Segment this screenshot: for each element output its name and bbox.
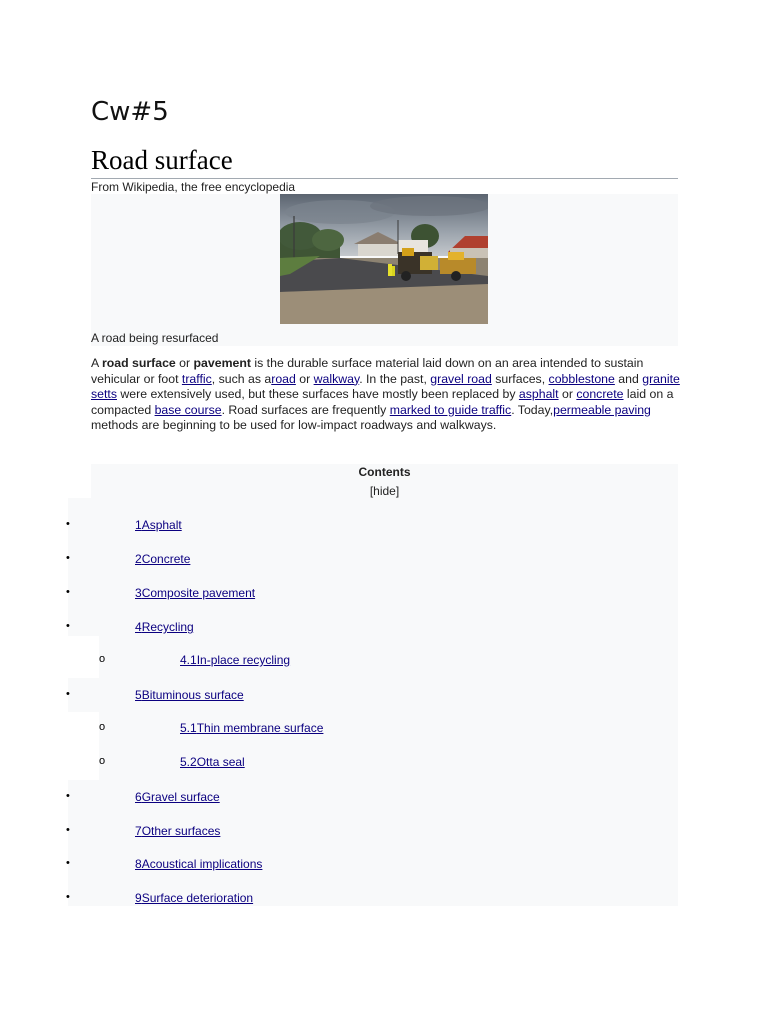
toc-link-asphalt[interactable] [135,518,182,532]
toc-label: Thin membrane surface [196,721,324,735]
document-heading: Cw#5 [91,97,169,127]
intro-text: surfaces, [491,371,549,386]
toc-number: 5.2 [180,755,197,769]
toc-item [0,790,768,810]
link-road[interactable]: road [271,371,296,386]
article-title: Road surface [91,144,678,179]
toc-label: Asphalt [141,518,182,532]
toc-link-otta-seal[interactable] [180,755,245,769]
link-permeable-paving[interactable]: permeable paving [553,402,651,417]
toc-item [0,755,768,775]
toc-link-concrete[interactable] [135,552,190,566]
toc-label: In-place recycling [196,653,291,667]
intro-text: . In the past, [359,371,431,386]
circle-bullet-icon: o [99,721,106,733]
intro-text: or [558,387,577,401]
toc-label: Recycling [141,620,194,634]
bullet-icon: • [66,620,70,632]
intro-text: methods are beginning to be used for low-impact roadways and walkways. [91,418,497,432]
link-granite-setts[interactable]: granite setts [91,371,680,401]
bullet-icon: • [66,790,70,802]
toc-item [0,518,768,538]
intro-text: A [91,356,102,370]
toc-number: 7 [135,824,142,838]
toc-number: 4.1 [180,653,197,667]
toc-link-bituminous-surface[interactable] [135,688,244,702]
toc-title: Contents [358,465,411,479]
toc-label: Composite pavement [141,586,256,600]
toc-number: 2 [135,552,142,566]
toc-item [0,620,768,640]
toc-link-gravel-surface[interactable] [135,790,220,804]
toc-label: Concrete [141,552,191,566]
link-base-course[interactable]: base course [154,402,222,417]
toc-item [0,552,768,572]
bullet-icon: • [66,688,70,700]
toc-number: 5.1 [180,721,197,735]
toc-link-in-place-recycling[interactable] [180,653,290,667]
toc-item [0,586,768,606]
toc-label: Gravel surface [141,790,220,804]
bullet-icon: • [66,824,70,836]
toc-number: 9 [135,891,142,905]
toc-item [0,688,768,708]
link-traffic[interactable]: traffic [181,371,212,386]
toc-link-composite-pavement[interactable] [135,586,255,600]
circle-bullet-icon: o [99,755,106,767]
intro-text: . Road surfaces are frequently [221,402,390,417]
toc-number: 1 [135,518,142,532]
bullet-icon: • [66,857,70,869]
intro-text: or [175,356,194,370]
toc-label: Other surfaces [141,824,221,838]
bullet-icon: • [66,552,70,564]
toc-link-recycling[interactable] [135,620,194,634]
road-resurfacing-photo[interactable] [280,194,488,324]
link-walkway[interactable]: walkway [313,371,360,386]
intro-paragraph [91,356,681,434]
toc-link-acoustical-implications[interactable] [135,857,262,871]
intro-text: . Today, [511,402,554,417]
toc-item [0,891,768,911]
toc-label: Surface deterioration [141,891,254,905]
toc-link-surface-deterioration[interactable] [135,891,253,905]
link-cobblestone[interactable]: cobblestone [548,371,615,386]
intro-text: is the durable surface material laid down on an area intended to sustain vehicular or foot [91,356,644,386]
toc-item [0,721,768,741]
toc-item [0,824,768,844]
toc-label: Bituminous surface [141,688,244,702]
toc-label: Acoustical implications [141,857,263,871]
intro-text: and [614,371,643,386]
term-pavement: pavement [193,356,251,370]
article-figure [91,194,678,346]
toc-item [0,653,768,673]
toc-hide-toggle[interactable]: [hide] [369,484,400,498]
toc-number: 6 [135,790,142,804]
toc-number: 8 [135,857,142,871]
toc-link-other-surfaces[interactable] [135,824,220,838]
link-asphalt[interactable]: asphalt [518,387,559,401]
bullet-icon: • [66,518,70,530]
toc-link-thin-membrane-surface[interactable] [180,721,323,735]
toc-label: Otta seal [196,755,245,769]
link-gravel-road[interactable]: gravel road [430,371,492,386]
intro-text: , such as a [211,371,272,386]
link-marked-to-guide-traffic[interactable]: marked to guide traffic [389,402,512,417]
toc-number: 5 [135,688,142,702]
intro-text: or [295,371,314,386]
tagline: From Wikipedia, the free encyclopedia [91,180,296,194]
toc-number: 3 [135,586,142,600]
intro-text: were extensively used, but these surfaces have mostly been replaced by [116,387,519,401]
term-road-surface: road surface [101,356,176,370]
bullet-icon: • [66,891,70,903]
intro-text: laid on a compacted [91,387,674,417]
circle-bullet-icon: o [99,653,106,665]
toc-header [91,464,678,498]
link-concrete[interactable]: concrete [576,387,624,401]
image-caption: A road being resurfaced [91,331,219,345]
toc-item [0,857,768,877]
bullet-icon: • [66,586,70,598]
toc-number: 4 [135,620,142,634]
